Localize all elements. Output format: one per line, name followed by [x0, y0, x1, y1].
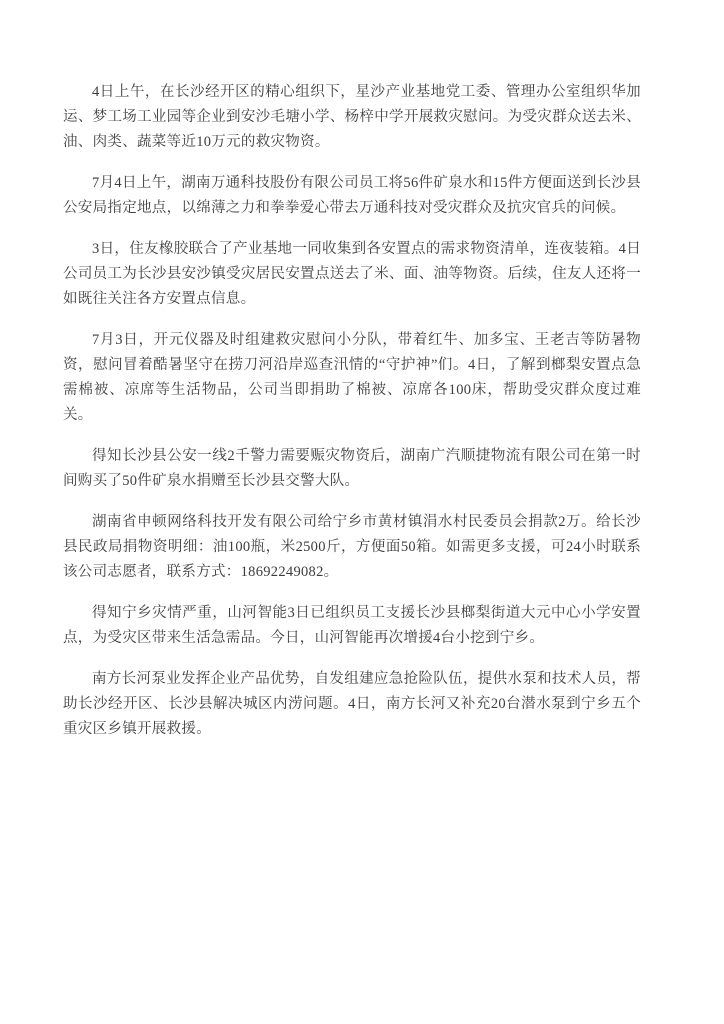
article-body — [63, 80, 641, 758]
paragraph-4: 7月3日，开元仪器及时组建救灾慰问小分队，带着红牛、加多宝、王老吉等防暑物资，慰问冒着酷暑坚守在捞刀河沿岸巡查汛情的“守护神”们。4日，了解到榔梨安置点急需棉被、凉席等生活物品，公司当即捐助了棉被、凉席各100床，帮助受灾群众度过难关。 — [63, 332, 641, 423]
paragraph-7: 得知宁乡灾情严重，山河智能3日已组织员工支援长沙县榔梨街道大元中心小学安置点，为受灾区带来生活急需品。今日，山河智能再次增援4台小挖到宁乡。 — [63, 605, 641, 646]
paragraph-3: 3日，住友橡胶联合了产业基地一同收集到各安置点的需求物资清单，连夜装箱。4日公司员工为长沙县安沙镇受灾居民安置点送去了米、面、油等物资。后续，住友人还将一如既往关注各方安置点信息。 — [63, 241, 641, 307]
paragraph-2: 7月4日上午，湖南万通科技股份有限公司员工将56件矿泉水和15件方便面送到长沙县公安局指定地点，以绵薄之力和拳拳爱心带去万通科技对受灾群众及抗灾官兵的问候。 — [63, 175, 641, 216]
paragraph-8: 南方长河泵业发挥企业产品优势，自发组建应急抢险队伍，提供水泵和技术人员，帮助长沙经开区、长沙县解决城区内涝问题。4日，南方长河又补充20台潜水泵到宁乡五个重灾区乡镇开展救援。 — [63, 671, 641, 737]
paragraph-1: 4日上午，在长沙经开区的精心组织下，星沙产业基地党工委、管理办公室组织华加运、梦工场工业园等企业到安沙毛塘小学、杨梓中学开展救灾慰问。为受灾群众送去米、油、肉类、蔬菜等近10万元的救灾物资。 — [63, 84, 641, 150]
paragraph-5: 得知长沙县公安一线2千警力需要赈灾物资后，湖南广汽顺捷物流有限公司在第一时间购买了50件矿泉水捐赠至长沙县交警大队。 — [63, 448, 641, 489]
paragraph-6: 湖南省申顿网络科技开发有限公司给宁乡市黄材镇涓水村民委员会捐款2万。给长沙县民政局捐物资明细：油100瓶，米2500斤，方便面50箱。如需更多支援，可24小时联系该公司志愿者，联系方式：18692249082。 — [63, 514, 641, 580]
